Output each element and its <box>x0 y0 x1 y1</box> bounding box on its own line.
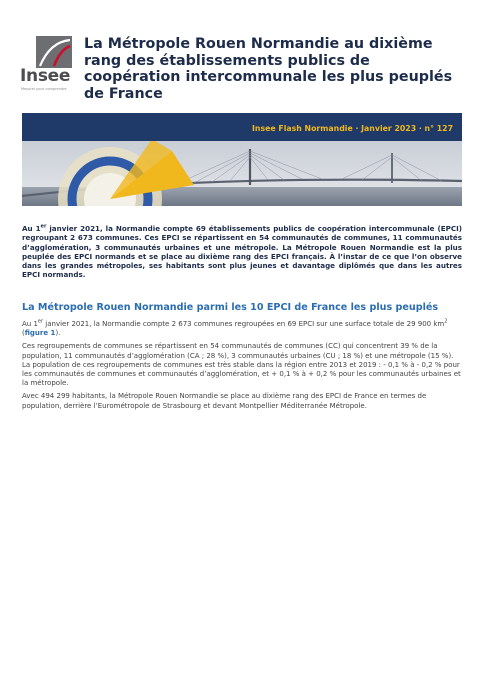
p1-ordinal: er <box>37 318 44 325</box>
paragraph-2: Ces regroupements de communes se répartissent en 54 communautés de communes (CC) qui concentrent 39 % de la population, 11 communautés d’agglomération (CA ; 28 %), 3 communautés urbaines (CU ; 18 %) et une métropole (15 %). La population de ces regroupements de communes est très stable dans la région entre 2013 et 2019 : - 0,1 % à - 0,2 % pour les communautés de communes et communautés d’agglomération, et + 0,1 % à + 0,2 % pour les communautés urbaines et la métropole. <box>22 342 461 388</box>
figure-1-link[interactable]: figure 1 <box>24 329 56 338</box>
paragraph-1 <box>22 320 462 338</box>
paragraph-3: Avec 494 299 habitants, la Métropole Rouen Normandie se place au dixième rang des EPCI de France en termes de population, derrière l’Eurométropole de Strasbourg et devant Montpellier Méditerranée Métropole. <box>22 392 427 410</box>
logo-tagline: Mesurer pour comprendre <box>21 87 67 91</box>
p1-paren-close: ). <box>55 329 61 338</box>
bridge-photo-icon <box>22 141 462 206</box>
p1-text-mid: janvier 2021, la Normandie compte 2 673 communes regroupées en 69 EPCI sur une surface totale de 29 900 km <box>43 320 445 328</box>
p1-exponent: 2 <box>444 318 448 325</box>
section-title: La Métropole Rouen Normandie parmi les 10 EPCI de France les plus peuplés <box>22 302 439 313</box>
header-banner <box>22 113 462 206</box>
banner-strip <box>22 113 462 141</box>
p1-text-start: Au 1 <box>22 320 38 328</box>
p1-paren-open: ( <box>22 329 25 338</box>
intro-text-rest: janvier 2021, la Normandie compte 69 établissements publics de coopération intercommunale (EPCI) regroupant 2 673 communes. Ces EPCI se répartissent en 54 communautés de communes, 11 communautés d’agglomération, 3 communautés urbaines et une métropole. La Métropole Rouen Normandie est la plus peuplée des EPCI normands et se place au dixième rang des EPCI français. À l’instar de ce que l’on observe dans les grandes métropoles, ses habitants sont plus jeunes et davantage diplômés que dans les autres EPCI normands. <box>22 224 462 280</box>
logo-wordmark: Insee <box>20 66 71 86</box>
intro-text-start: Au 1 <box>22 224 41 233</box>
insee-logo-mark-icon <box>36 36 72 68</box>
intro-ordinal: er <box>40 223 47 230</box>
insee-logo <box>20 36 74 92</box>
publication-info: Insee Flash Normandie · Janvier 2023 · n° 127 <box>252 124 453 133</box>
page-title: La Métropole Rouen Normandie au dixième rang des établissements publics de coopération intercommunale les plus peuplés de France <box>84 36 453 102</box>
intro-summary <box>22 224 462 280</box>
section-body <box>22 320 462 415</box>
